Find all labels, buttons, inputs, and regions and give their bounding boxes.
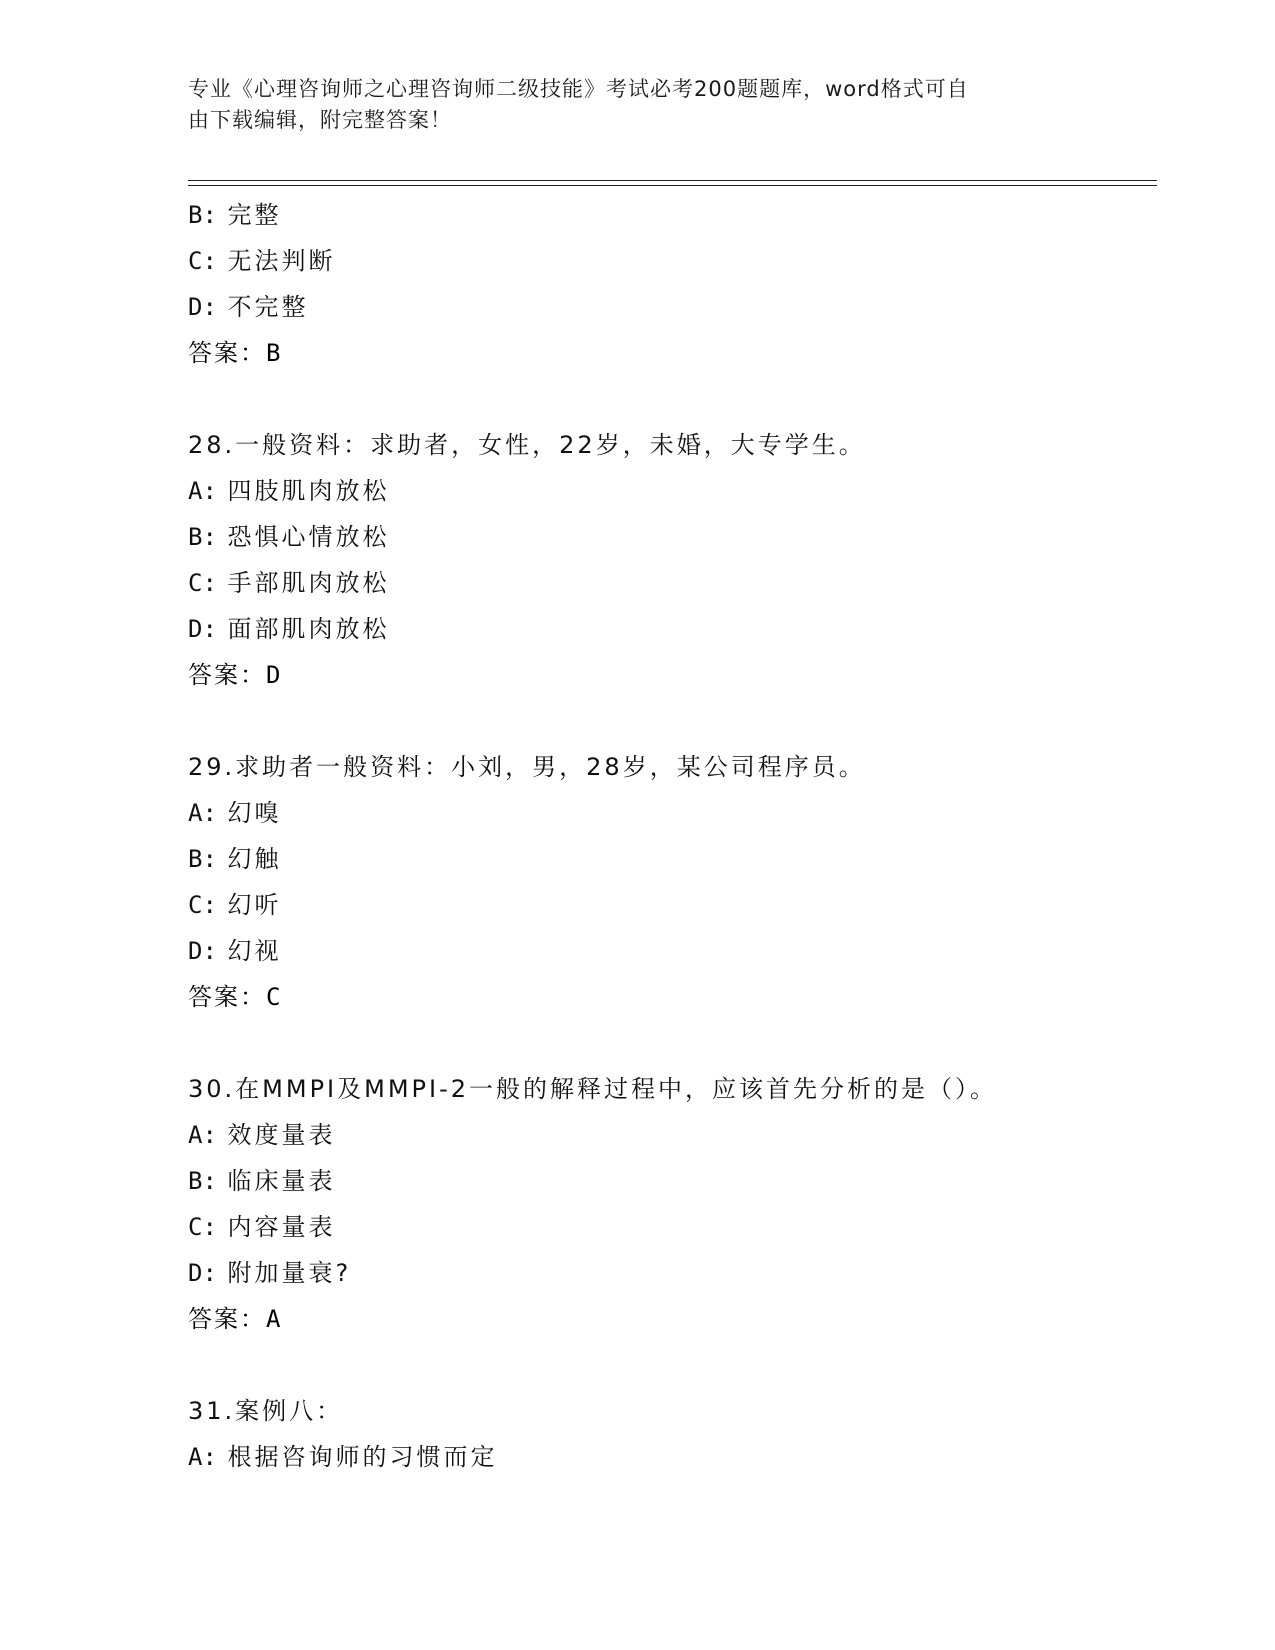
option-key: D: <box>188 1259 217 1287</box>
answer-label: 答案： <box>188 983 266 1011</box>
header-line-2: 由下载编辑，附完整答案！ <box>188 108 452 132</box>
answer-line <box>188 652 1148 698</box>
option-text: 内容量表 <box>227 1213 336 1241</box>
answer-line <box>188 330 1148 376</box>
answer-line <box>188 1296 1148 1342</box>
option-key: A: <box>188 1443 217 1471</box>
option <box>188 468 1148 514</box>
option <box>188 1434 1148 1480</box>
header-line-1: 专业《心理咨询师之心理咨询师二级技能》考试必考200题题库，word格式可自 <box>188 77 969 101</box>
question-block <box>188 1066 1148 1342</box>
option <box>188 928 1148 974</box>
option <box>188 514 1148 560</box>
option-key: C: <box>188 891 217 919</box>
option-key: C: <box>188 247 217 275</box>
option <box>188 606 1148 652</box>
question-block <box>188 1388 1148 1480</box>
answer-value: D <box>266 661 283 689</box>
option <box>188 882 1148 928</box>
option-key: A: <box>188 799 217 827</box>
option-text: 幻听 <box>227 891 282 919</box>
option-text: 效度量表 <box>227 1121 336 1149</box>
option-text: 幻触 <box>227 845 282 873</box>
answer-value: C <box>266 983 283 1011</box>
option-key: C: <box>188 1213 217 1241</box>
option-text: 手部肌肉放松 <box>227 569 390 597</box>
option-key: A: <box>188 1121 217 1149</box>
option-text: 不完整 <box>227 293 309 321</box>
option-text: 恐惧心情放松 <box>227 523 390 551</box>
option-key: B: <box>188 1167 217 1195</box>
option-text: 幻嗅 <box>227 799 282 827</box>
option-key: B: <box>188 523 217 551</box>
question-text: 30.在MMPI及MMPI-2一般的解释过程中，应该首先分析的是（）。 <box>188 1075 998 1103</box>
answer-label: 答案： <box>188 1305 266 1333</box>
option <box>188 192 1148 238</box>
question-block <box>188 422 1148 698</box>
option-key: A: <box>188 477 217 505</box>
question-block <box>188 744 1148 1020</box>
answer-line <box>188 974 1148 1020</box>
option-key: B: <box>188 201 217 229</box>
question-text: 31.案例八： <box>188 1397 344 1425</box>
option-key: C: <box>188 569 217 597</box>
option <box>188 836 1148 882</box>
answer-label: 答案： <box>188 661 266 689</box>
answer-label: 答案： <box>188 339 266 367</box>
option <box>188 1250 1148 1296</box>
question-list <box>188 192 1148 1480</box>
answer-value: A <box>266 1305 283 1333</box>
option <box>188 1158 1148 1204</box>
document-header <box>188 74 1088 136</box>
option-key: D: <box>188 615 217 643</box>
option <box>188 790 1148 836</box>
option-text: 四肢肌肉放松 <box>227 477 390 505</box>
option <box>188 1204 1148 1250</box>
question-block <box>188 192 1148 376</box>
option-text: 无法判断 <box>227 247 336 275</box>
option <box>188 284 1148 330</box>
header-divider <box>188 180 1157 181</box>
answer-value: B <box>266 339 283 367</box>
option-text: 附加量衰? <box>227 1259 352 1287</box>
option-text: 面部肌肉放松 <box>227 615 390 643</box>
option <box>188 1112 1148 1158</box>
option-text: 临床量表 <box>227 1167 336 1195</box>
header-divider <box>188 185 1157 186</box>
option-text: 根据咨询师的习惯而定 <box>227 1443 498 1471</box>
option-key: D: <box>188 293 217 321</box>
question-text: 29.求助者一般资料：小刘，男，28岁，某公司程序员。 <box>188 753 866 781</box>
option-key: D: <box>188 937 217 965</box>
option-key: B: <box>188 845 217 873</box>
option-text: 幻视 <box>227 937 282 965</box>
option <box>188 238 1148 284</box>
option <box>188 560 1148 606</box>
option-text: 完整 <box>227 201 282 229</box>
question-text: 28.一般资料：求助者，女性，22岁，未婚，大专学生。 <box>188 431 866 459</box>
